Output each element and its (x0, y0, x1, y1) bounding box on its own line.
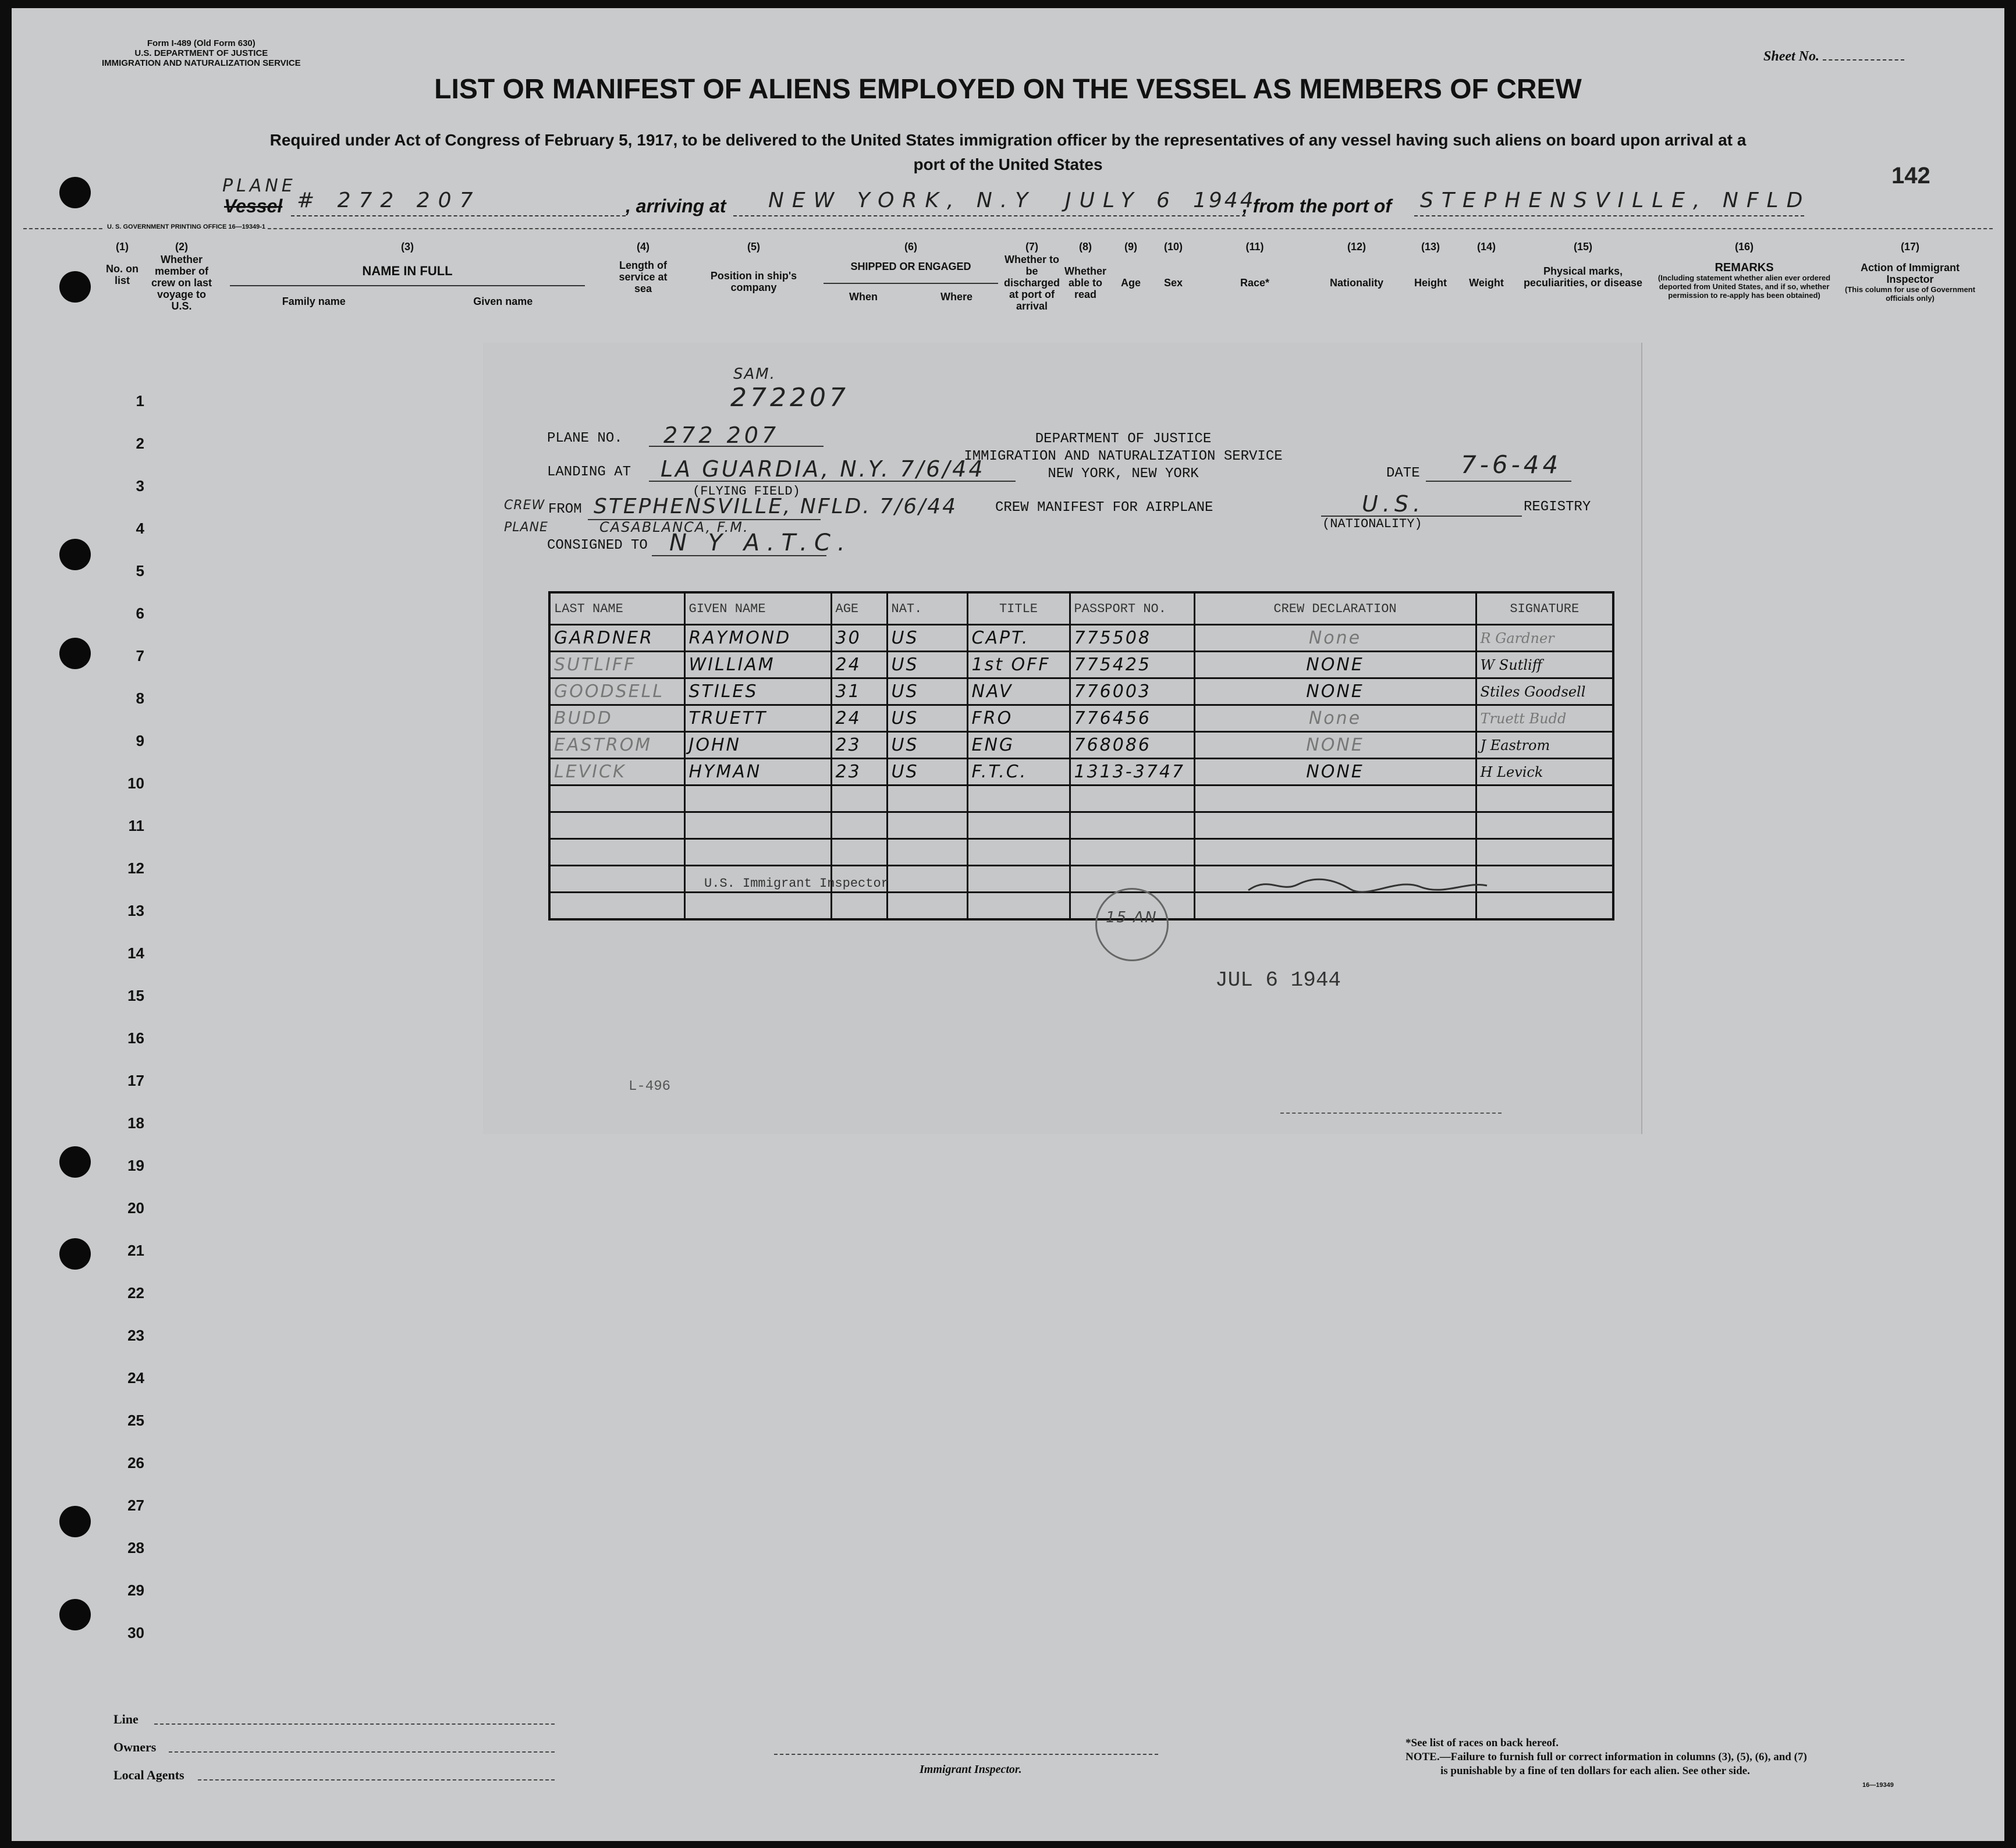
dept-line2: IMMIGRATION AND NATURALIZATION SERVICE (964, 449, 1283, 464)
row-number: 23 (127, 1327, 144, 1344)
penalty-note-continued: is punishable by a fine of ten dollars for each alien. See other side. (1440, 1765, 1750, 1777)
crew-manifest-label: CREW MANIFEST FOR AIRPLANE (995, 500, 1213, 516)
sheet-number-label: Sheet No. (1763, 49, 1819, 64)
consigned-value: N Y A.T.C. (669, 529, 852, 556)
date-label: DATE (1386, 465, 1420, 481)
row-number: 5 (136, 562, 144, 580)
nationality-label: (NATIONALITY) (1322, 517, 1422, 531)
row-number: 20 (127, 1199, 144, 1217)
consigned-label: CONSIGNED TO (547, 538, 648, 553)
row-number: 15 (127, 987, 144, 1004)
nationality-value: U.S. (1362, 491, 1425, 517)
dept-line3: NEW YORK, NEW YORK (1048, 466, 1199, 482)
races-note: *See list of races on back hereof. (1405, 1737, 1559, 1749)
row-number: 7 (136, 647, 144, 664)
punch-hole (59, 539, 91, 570)
row-number: 27 (127, 1497, 144, 1514)
dept-line1: DEPARTMENT OF JUSTICE (1035, 431, 1212, 447)
table-row: EASTROM JOHN 23 US ENG 768086 NONE J Eastrom (549, 732, 1613, 759)
row-number: 8 (136, 690, 144, 707)
manifest-sheet: Form I-489 (Old Form 630) U.S. DEPARTMENT OF JUSTICE IMMIGRATION AND NATURALIZATION SERVICE Sheet No. LIST OR MANIFEST OF ALIENS EMPLOYED ON THE VESSEL AS MEMBERS OF CREW Required under Act of Congress of February 5, 1917, to be delivered to the United States immigration officer by the representatives of any vessel having such aliens on board upon arrival at a port of the United States 142 PLANE Vessel # 272 207 , arriving at NEW YORK, N.Y JULY 6 1944 , from the port of STEPHENSVILLE, NFLD U. S. GOVERNMENT PRINTING OFFICE 16—19349-1 (1) No. on list (2) Whether member of crew on last voyage to U.S. (3) NAME IN FULL Family name Given name (4) Length of service at sea (5) Position in ship's company (6) SHIPPED OR ENGAGED When Where (7) Whether to be discharged at port of arrival (8) Whether able to read (9) Age (10) Sex (11) Race* (12) Nationality (13) Height (14) Weight (15) Physical marks, peculiarities, or disease (16) REMARKS (Including statement whether alien ever ordered deported from United States, and if so, whether permission to re-apply has been obtained) (17) Action of Immigrant Inspector (This column for use of Government officials only) 1 2 3 4 5 6 7 8 9 10 11 12 13 14 15 16 17 18 19 20 21 22 23 24 25 26 27 28 29 30 SAM. 272207 PLANE NO. 272 207 LANDING AT LA GUARDIA, N.Y. 7/6/44 (FLYING FIELD) CREW FROM STEPHENSVILLE, NFLD. 7/6/44 PLANE CASABLANCA, F.M. CONSIGNED TO N Y A.T.C. DEPARTMENT OF JUSTICE IMMIGRATION AND NATURALIZATION SERVICE NEW YORK, NEW YORK CREW MANIFEST FOR AIRPLANE DATE 7-6-44 U.S. (NATIONALITY) REGISTRY LAST NAME GIVEN NAME AGE NAT. TITLE PASSPORT NO. CREW DECLARATION SIGNATURE GARDNER RAYMOND 30 US CAPT. 775508 None R Gardner SUTLIFF WILLIAM 24 US 1st OFF 775425 NONE W Sutliff GOODSELL STILES 31 US NAV 776003 NONE Stiles Goodsell BUDD TRUETT 24 US FRO 776456 None Truett Budd EASTROM JOHN 23 US ENG 768086 NONE J Eastrom LEVICK HYMAN 23 US F.T.C. 1313-3747 NONE H Levick U.S. Immigrant Inspector 15 AN JUL 6 1944 L-496 Line Owners Local Agents Immigrant Inspector. *See list of races on back hereof. NOTE.—Failure to furnish full or correct information in columns (3), (5), (6), and (7) is punishable by a fine of ten dollars for each alien. See other side. 16—19349 (12, 8, 2004, 1841)
from-label: FROM (548, 502, 582, 517)
row-number: 11 (128, 817, 144, 834)
from-value: STEPHENSVILLE, NFLD. 7/6/44 (594, 495, 958, 518)
punch-hole (59, 271, 91, 303)
row-number: 2 (136, 435, 144, 452)
punch-hole (59, 1238, 91, 1270)
row-number: 9 (136, 732, 144, 749)
inspection-stamp-code: 15 AN (1106, 909, 1158, 926)
row-number: 3 (136, 477, 144, 495)
card-top-prefix: SAM. (733, 365, 776, 383)
table-row: SUTLIFF WILLIAM 24 US 1st OFF 775425 NONE W Sutliff (549, 652, 1613, 678)
header-signature: SIGNATURE (1476, 592, 1613, 625)
vessel-number: # 272 207 (297, 189, 481, 212)
header-given-name: GIVEN NAME (684, 592, 831, 625)
vessel-prefix-handwritten: PLANE (222, 176, 296, 196)
plane-origin: CASABLANCA, F.M. (599, 519, 749, 535)
table-row: LEVICK HYMAN 23 US F.T.C. 1313-3747 NONE H Levick (549, 759, 1613, 786)
department-name: U.S. DEPARTMENT OF JUSTICE (134, 48, 268, 58)
service-name: IMMIGRATION AND NATURALIZATION SERVICE (102, 58, 301, 68)
header-crew-declaration: CREW DECLARATION (1194, 592, 1476, 625)
form-id-block (102, 38, 301, 68)
row-number: 26 (127, 1454, 144, 1472)
immigrant-inspector-stamp: U.S. Immigrant Inspector (704, 876, 889, 891)
row-number: 16 (127, 1029, 144, 1047)
dept-block (937, 431, 1309, 483)
registry-label: REGISTRY (1524, 499, 1591, 515)
header-last-name: LAST NAME (549, 592, 684, 625)
landing-value: LA GUARDIA, N.Y. 7/6/44 (661, 456, 985, 482)
row-number: 13 (127, 902, 144, 919)
plane-no-value: 272 207 (663, 422, 780, 448)
landing-label: LANDING AT (547, 464, 631, 480)
table-row: GARDNER RAYMOND 30 US CAPT. 775508 None R Gardner (549, 625, 1613, 652)
departure-port: STEPHENSVILLE, NFLD (1420, 189, 1811, 212)
punch-hole (59, 1506, 91, 1537)
table-row (549, 786, 1613, 812)
row-number: 1 (136, 392, 144, 410)
arriving-label: , arriving at (626, 196, 726, 216)
row-number: 10 (127, 774, 144, 792)
row-number: 28 (127, 1539, 144, 1556)
date-value: 7-6-44 (1461, 450, 1562, 479)
row-number: 12 (127, 859, 144, 877)
table-row: GOODSELL STILES 31 US NAV 776003 NONE Stiles Goodsell (549, 678, 1613, 705)
local-agents-label: Local Agents (113, 1768, 184, 1782)
punch-hole (59, 638, 91, 669)
immigrant-inspector-label: Immigrant Inspector. (920, 1763, 1022, 1776)
header-passport: PASSPORT NO. (1070, 592, 1194, 625)
arrival-year: 1944 (1193, 189, 1256, 212)
card-form-number: L-496 (629, 1079, 671, 1094)
table-row (549, 812, 1613, 839)
page-number: 142 (1891, 163, 1930, 189)
punch-hole (59, 1146, 91, 1178)
penalty-note: NOTE.—Failure to furnish full or correct information in columns (3), (5), (6), and (7) (1405, 1751, 1807, 1763)
page-subtitle: Required under Act of Congress of February 5, 1917, to be delivered to the United States immigration officer by the representatives of any vessel having such aliens on board upon arrival at a port of the United States (269, 131, 1747, 173)
row-number: 22 (127, 1284, 144, 1302)
sheet-number-field (1763, 49, 1904, 65)
crew-table-header (549, 592, 1613, 625)
row-number: 21 (127, 1242, 144, 1259)
form-number: Form I-489 (Old Form 630) (147, 38, 255, 48)
arrival-date: JULY 6 (1065, 189, 1178, 212)
row-number: 25 (127, 1412, 144, 1429)
row-number: 19 (127, 1157, 144, 1174)
row-number: 18 (127, 1114, 144, 1132)
row-number: 14 (127, 944, 144, 962)
crew-label: CREW (504, 498, 545, 513)
table-row (549, 893, 1613, 920)
plane-no-label: PLANE NO. (547, 431, 623, 446)
vessel-label: Vessel (224, 196, 283, 216)
from-port-label: , from the port of (1243, 196, 1392, 216)
inspector-signature-icon (1245, 873, 1490, 896)
arrival-port: NEW YORK, N.Y (768, 189, 1037, 212)
flying-field-label: (FLYING FIELD) (693, 484, 800, 499)
card-top-number: 272207 (730, 383, 849, 413)
header-title: TITLE (967, 592, 1070, 625)
date-stamp: JUL 6 1944 (1215, 968, 1341, 992)
header-age: AGE (831, 592, 887, 625)
plane-label: PLANE (504, 520, 548, 535)
line-label: Line (113, 1712, 139, 1726)
form-code: 16—19349 (1862, 1782, 1894, 1789)
row-number: 30 (127, 1624, 144, 1641)
crew-table (548, 591, 1614, 921)
table-row: BUDD TRUETT 24 US FRO 776456 None Truett Budd (549, 705, 1613, 732)
row-number: 17 (127, 1072, 144, 1089)
row-number: 29 (127, 1582, 144, 1599)
footer-note (1405, 1736, 1807, 1778)
punch-hole (59, 1599, 91, 1630)
row-number: 6 (136, 605, 144, 622)
punch-hole (59, 177, 91, 208)
page-title: LIST OR MANIFEST OF ALIENS EMPLOYED ON THE VESSEL AS MEMBERS OF CREW (434, 74, 1582, 105)
row-number: 4 (136, 520, 144, 537)
printer-line: U. S. GOVERNMENT PRINTING OFFICE 16—19349-1 (105, 223, 268, 230)
table-row (549, 839, 1613, 866)
header-nationality: NAT. (887, 592, 967, 625)
row-number: 24 (127, 1369, 144, 1387)
owners-label: Owners (113, 1740, 157, 1754)
